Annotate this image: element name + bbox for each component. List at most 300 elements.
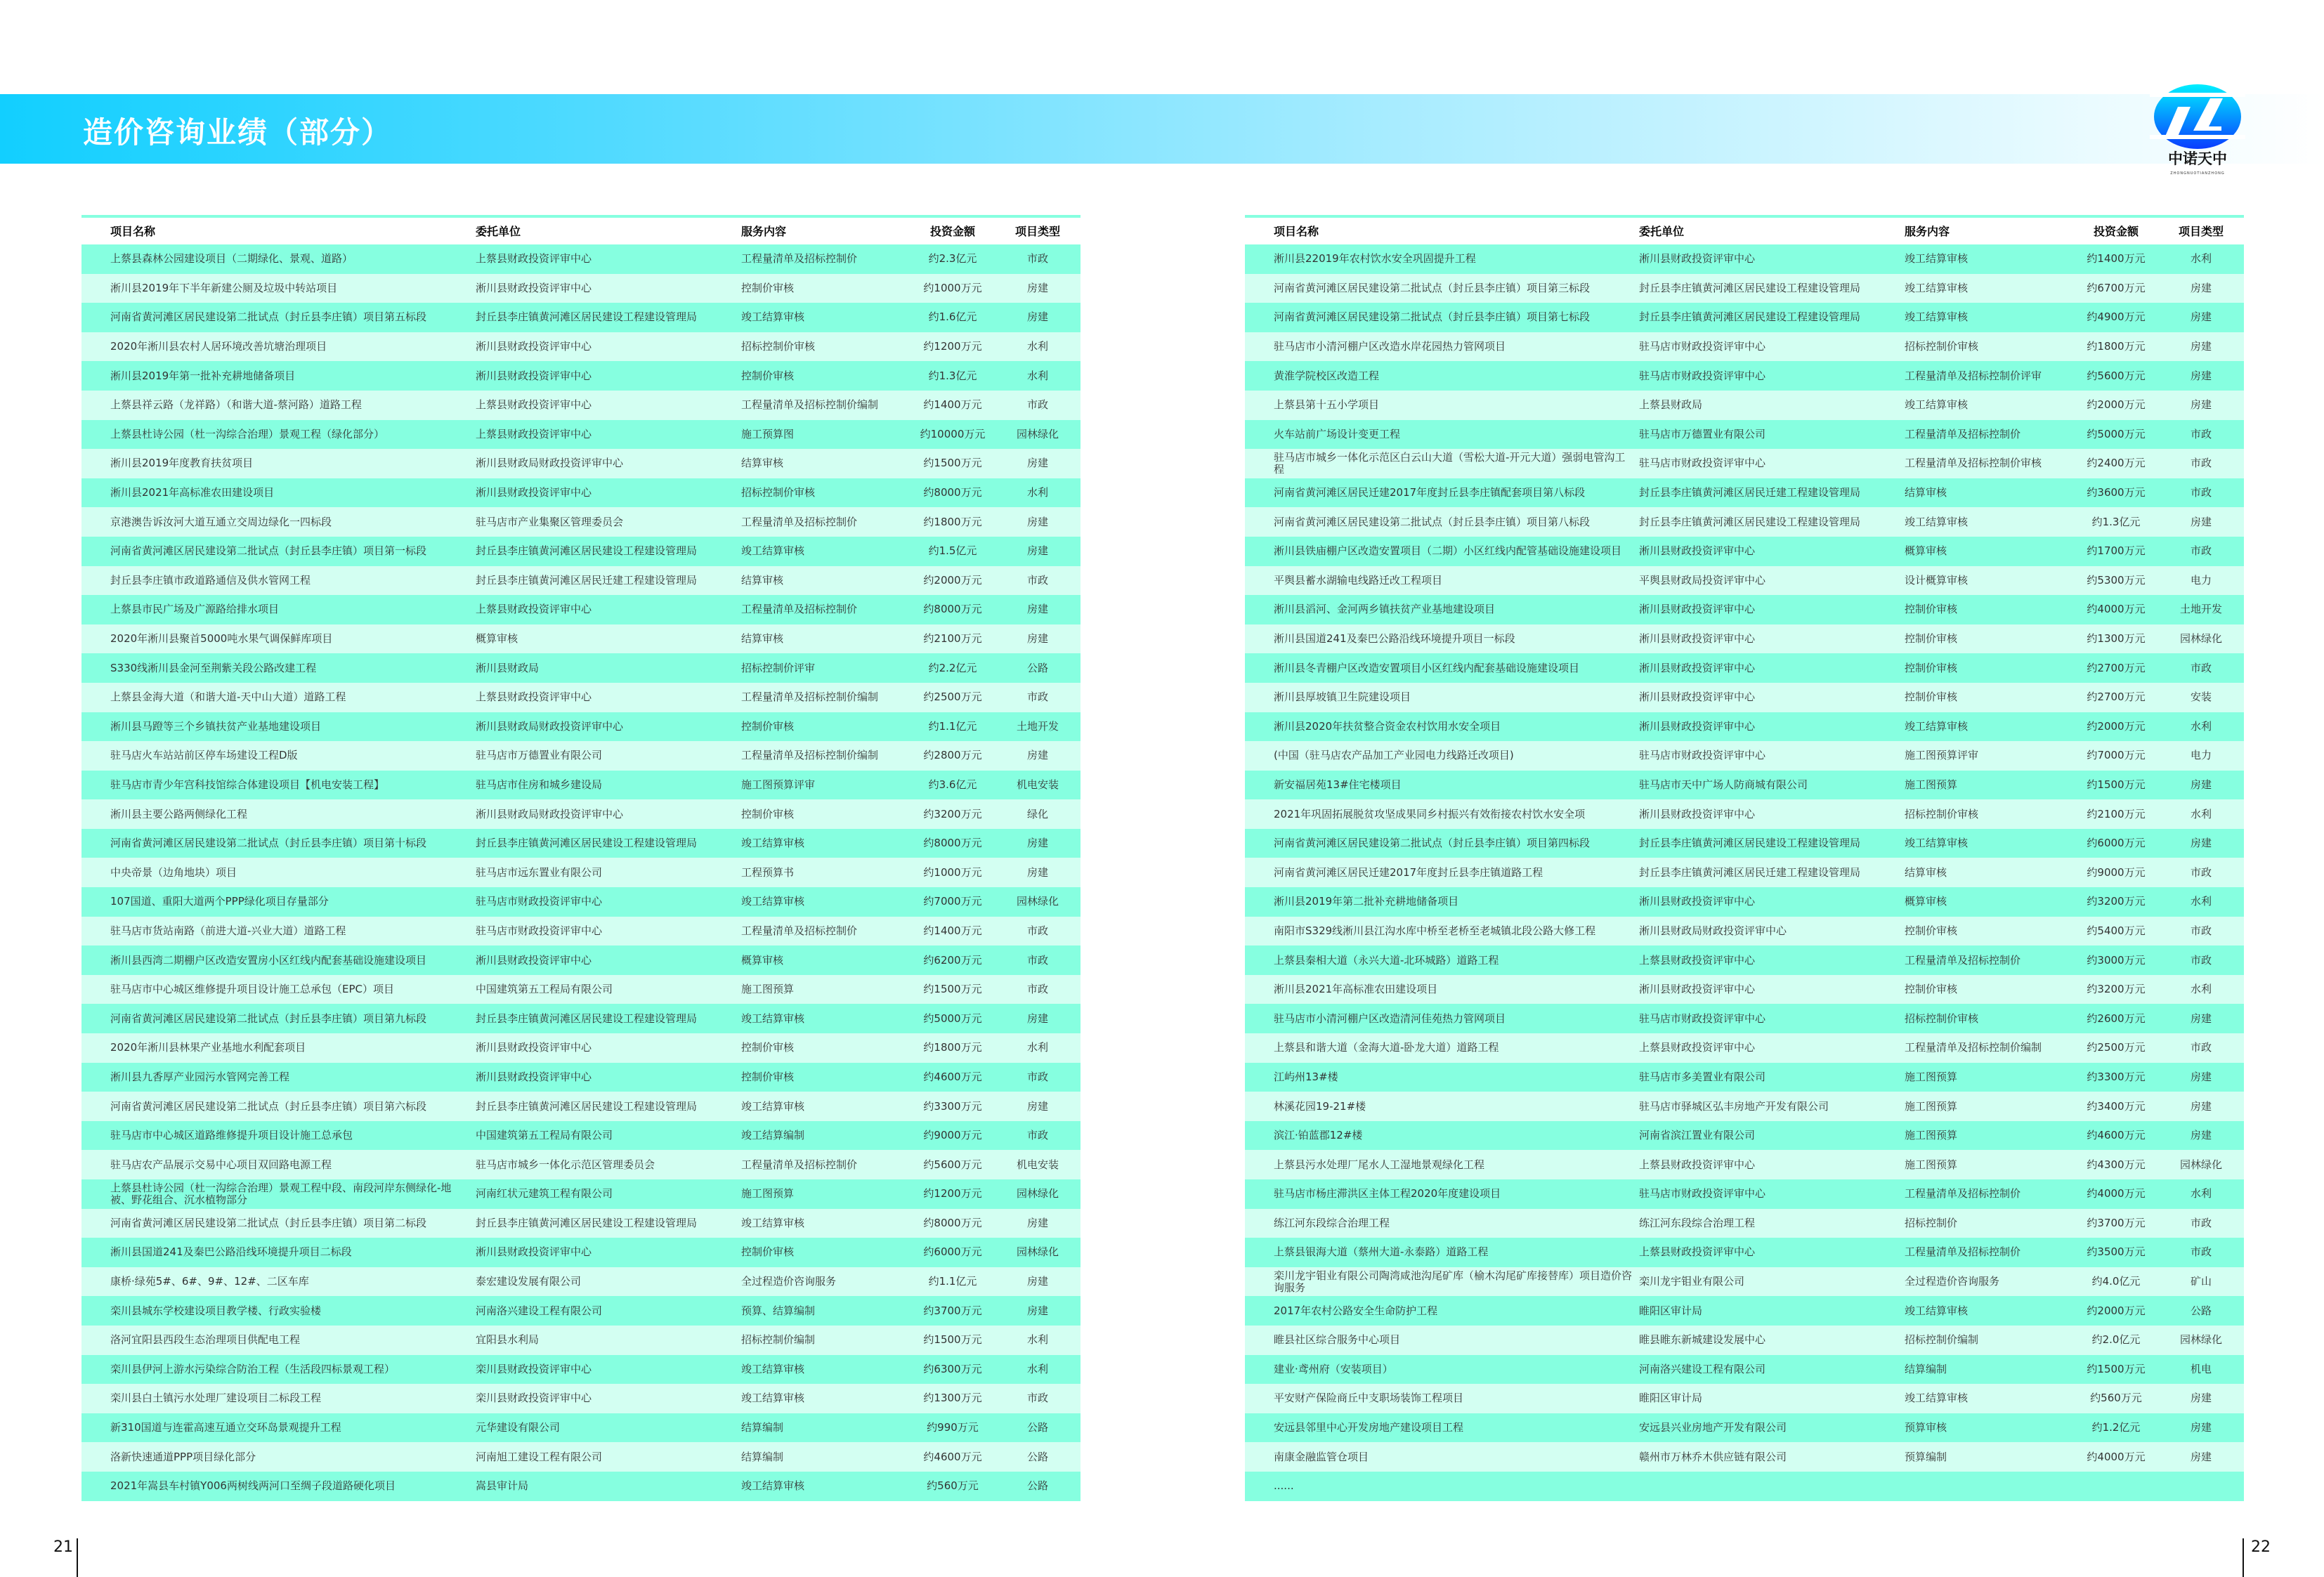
client-cell: 睢阳区审计局	[1639, 1304, 1703, 1317]
project-name-cell: 上蔡县市民广场及广源路给排水项目	[110, 603, 280, 616]
client-cell: 栾川县财政投资评审中心	[476, 1392, 592, 1405]
service-cell: 控制价审核	[741, 1070, 795, 1083]
client-cell: 淅川县财政投资评审中心	[1639, 691, 1756, 704]
investment-amount-cell: 约4600万元	[2087, 1129, 2146, 1142]
project-type-cell: 房建	[1026, 1216, 1048, 1229]
project-name-cell: 淅川县2020年扶贫整合资金农村饮用水安全项目	[1274, 719, 1501, 733]
project-name-cell: 上蔡县和谐大道（金海大道-卧龙大道）道路工程	[1274, 1041, 1499, 1054]
col-header-type: 项目类型	[1014, 224, 1060, 238]
service-cell: 工程量清单及招标控制价评审	[1905, 369, 2042, 382]
logo-z-icon	[2150, 83, 2245, 150]
table-row	[1245, 566, 2244, 596]
table-row	[1245, 624, 2244, 654]
project-type-cell: 园林绿化	[2179, 632, 2222, 646]
service-cell: 施工图预算	[741, 1187, 795, 1200]
project-name-cell: 2020年淅川县农村人居环境改善坑塘治理项目	[110, 340, 327, 353]
table-header	[1245, 218, 2244, 244]
project-name-cell: 上蔡县森林公园建设项目（二期绿化、景观、道路）	[110, 252, 353, 266]
service-cell: 全过程造价咨询服务	[1905, 1275, 2000, 1288]
service-cell: 概算审核	[1905, 895, 1947, 908]
investment-amount-cell: 约2000万元	[2087, 1304, 2146, 1317]
client-cell	[1639, 1485, 1899, 1488]
client-cell: 驻马店市远东置业有限公司	[476, 865, 603, 879]
project-name-cell: (中国（驻马店农产品加工产业园电力线路迁改项目)	[1274, 749, 1514, 762]
project-type-cell: 园林绿化	[2179, 1158, 2222, 1171]
project-type-cell: 房建	[1026, 515, 1048, 528]
service-cell: 竣工结算审核	[741, 1216, 805, 1229]
client-cell: 驻马店市财政投资评审中心	[476, 924, 603, 937]
investment-amount-cell: 约2500万元	[923, 691, 982, 704]
investment-amount-cell: 约3200万元	[923, 807, 982, 820]
investment-amount-cell: 约1400万元	[923, 924, 982, 937]
investment-amount-cell: 约6000万元	[2087, 837, 2146, 850]
client-cell: 练江河东段综合治理工程	[1639, 1216, 1756, 1229]
investment-amount-cell: 约3300万元	[923, 1099, 982, 1113]
service-cell: 招标控制价	[1905, 1216, 1958, 1229]
table-row	[81, 449, 1081, 478]
table-row	[81, 829, 1081, 858]
logo-pinyin: ZHONGNUOTIANZHONG	[2170, 171, 2225, 176]
client-cell: 淅川县财政投资评审中心	[1639, 661, 1756, 674]
project-name-cell: 驻马店市货站南路（前进大道-兴业大道）道路工程	[110, 924, 346, 937]
client-cell: 河南洛兴建设工程有限公司	[476, 1304, 603, 1317]
project-type-cell: 安装	[2190, 691, 2212, 704]
service-cell: 工程量清单及招标控制价	[741, 252, 858, 266]
project-type-cell: 房建	[2190, 369, 2212, 382]
project-type-cell: 水利	[2190, 983, 2212, 996]
client-cell: 淅川县财政投资评审中心	[476, 340, 592, 353]
client-cell: 上蔡县财政投资评审中心	[476, 398, 592, 412]
client-cell: 栾川龙宇钼业有限公司	[1639, 1275, 1745, 1288]
project-type-cell: 园林绿化	[1016, 1187, 1059, 1200]
service-cell: 施工图预算	[1905, 778, 1958, 791]
table-row	[81, 566, 1081, 596]
project-type-cell: 水利	[1026, 486, 1048, 499]
table-row	[81, 420, 1081, 450]
service-cell: 竣工结算审核	[741, 1362, 805, 1375]
service-cell: 控制价审核	[1905, 983, 1958, 996]
project-type-cell: 房建	[1026, 632, 1048, 646]
investment-amount-cell: 约1800万元	[2087, 340, 2146, 353]
client-cell: 驻马店市财政投资评审中心	[1639, 369, 1766, 382]
project-name-cell: 2020年淅川县林果产业基地水利配套项目	[110, 1041, 306, 1054]
investment-amount-cell: 约3400万元	[2087, 1099, 2146, 1113]
service-cell: 工程量清单及招标控制价编制	[741, 691, 879, 704]
client-cell: 淅川县财政投资评审中心	[1639, 983, 1756, 996]
table-row	[81, 712, 1081, 742]
investment-amount-cell: 约4000万元	[2087, 1187, 2146, 1200]
project-name-cell: 河南省黄河滩区居民迁建2017年度封丘县李庄镇配套项目第八标段	[1274, 486, 1586, 499]
table-row	[1245, 1442, 2244, 1472]
client-cell: 上蔡县财政投资评审中心	[1639, 1158, 1756, 1171]
project-type-cell: 水利	[2190, 807, 2212, 820]
client-cell: 淅川县财政局	[476, 661, 540, 674]
table-row	[81, 653, 1081, 683]
project-name-cell: 淅川县国道241及秦巴公路沿线环境提升项目一标段	[1274, 632, 1515, 646]
service-cell: 控制价审核	[741, 369, 795, 382]
project-type-cell: 房建	[1026, 837, 1048, 850]
client-cell: 淅川县财政投资评审中心	[476, 486, 592, 499]
table-row	[1245, 420, 2244, 450]
service-cell: 控制价审核	[741, 719, 795, 733]
client-cell: 淅川县财政投资评审中心	[476, 953, 592, 967]
project-name-cell: 淅川县2021年高标准农田建设项目	[1274, 983, 1438, 996]
investment-amount-cell: 约2100万元	[923, 632, 982, 646]
client-cell: 封丘县李庄镇黄河滩区居民建设工程建设管理局	[476, 544, 698, 558]
service-cell: 竣工结算审核	[1905, 310, 1969, 324]
client-cell: 睢县睢东新城建设发展中心	[1639, 1333, 1766, 1347]
project-name-cell: 2017年农村公路安全生命防护工程	[1274, 1304, 1438, 1317]
investment-amount-cell: 约1.6亿元	[928, 310, 977, 324]
client-cell: 驻马店市财政投资评审中心	[1639, 457, 1766, 470]
project-name-cell: 淅川县主要公路两侧绿化工程	[110, 807, 248, 820]
project-name-cell: 驻马店市小清河棚户区改造清河佳苑热力管网项目	[1274, 1012, 1506, 1025]
project-type-cell: 土地开发	[2179, 603, 2222, 616]
project-type-cell: 水利	[2190, 895, 2212, 908]
service-cell: 结算审核	[741, 573, 784, 587]
project-type-cell: 市政	[1026, 953, 1048, 967]
investment-amount-cell: 约990万元	[927, 1421, 979, 1434]
investment-amount-cell: 约1400万元	[923, 398, 982, 412]
project-type-cell: 机电安装	[1016, 1158, 1059, 1171]
project-name-cell: 封丘县李庄镇市政道路通信及供水管网工程	[110, 573, 311, 587]
client-cell: 淅川县财政投资评审中心	[476, 281, 592, 294]
table-row	[81, 1238, 1081, 1267]
investment-amount-cell: 约1.2亿元	[2091, 1421, 2141, 1434]
table-row	[1245, 1326, 2244, 1355]
investment-amount-cell: 约4600万元	[923, 1450, 982, 1463]
client-cell: 驻马店市住房和城乡建设局	[476, 778, 603, 791]
client-cell: 中国建筑第五工程局有限公司	[476, 1129, 613, 1142]
project-type-cell: 房建	[1026, 457, 1048, 470]
project-type-cell: 房建	[2190, 837, 2212, 850]
table-row	[1245, 975, 2244, 1005]
client-cell: 上蔡县财政投资评审中心	[1639, 1245, 1756, 1259]
investment-amount-cell: 约1300万元	[2087, 632, 2146, 646]
service-cell: 工程量清单及招标控制价	[1905, 1245, 2021, 1259]
investment-amount-cell: 约560万元	[927, 1479, 979, 1493]
table-row	[1245, 887, 2244, 917]
client-cell: 中国建筑第五工程局有限公司	[476, 983, 613, 996]
investment-amount-cell: 约1400万元	[2087, 252, 2146, 266]
investment-amount-cell: 约3500万元	[2087, 1245, 2146, 1259]
col-header-service: 服务内容	[1905, 224, 1950, 238]
project-name-cell: 淅川县厚坡镇卫生院建设项目	[1274, 691, 1411, 704]
project-type-cell: 房建	[2190, 1392, 2212, 1405]
table-row	[81, 274, 1081, 303]
project-name-cell: 建业·鸢州府（安装项目）	[1274, 1362, 1393, 1375]
investment-amount-cell: 约7000万元	[923, 895, 982, 908]
project-type-cell: 园林绿化	[1016, 895, 1059, 908]
investment-amount-cell: 约3600万元	[2087, 486, 2146, 499]
project-name-cell: 上蔡县祥云路（龙祥路）（和谐大道-蔡河路）道路工程	[110, 398, 362, 412]
project-name-cell: 上蔡县污水处理厂尾水人工湿地景观绿化工程	[1274, 1158, 1485, 1171]
service-cell: 结算审核	[1905, 486, 1947, 499]
project-type-cell: 市政	[2190, 924, 2212, 937]
project-name-cell: 河南省黄河滩区居民建设第二批试点（封丘县李庄镇）项目第十标段	[110, 837, 427, 850]
service-cell: 招标控制价审核	[1905, 340, 1979, 353]
table-row	[81, 1326, 1081, 1355]
investment-amount-cell: 约3.6亿元	[928, 778, 977, 791]
project-name-cell: 南康金融监管仓项目	[1274, 1450, 1369, 1463]
client-cell: 淅川县财政投资评审中心	[1639, 895, 1756, 908]
project-type-cell: 水利	[1026, 1041, 1048, 1054]
table-row	[1245, 303, 2244, 332]
project-type-cell: 房建	[2190, 778, 2212, 791]
projects-table-right	[1245, 215, 2244, 1501]
investment-amount-cell: 约7000万元	[2087, 749, 2146, 762]
project-name-cell: 河南省黄河滩区居民建设第二批试点（封丘县李庄镇）项目第一标段	[110, 544, 427, 558]
table-row	[1245, 1179, 2244, 1209]
service-cell	[1905, 1485, 2073, 1488]
service-cell: 工程量清单及招标控制价	[741, 924, 858, 937]
project-type-cell: 市政	[2190, 544, 2212, 558]
investment-amount-cell: 约3300万元	[2087, 1070, 2146, 1083]
col-header-client: 委托单位	[476, 224, 521, 238]
investment-amount-cell: 约4300万元	[2087, 1158, 2146, 1171]
project-name-cell: 河南省黄河滩区居民建设第二批试点（封丘县李庄镇）项目第五标段	[110, 310, 427, 324]
client-cell: 安远县兴业房地产开发有限公司	[1639, 1421, 1787, 1434]
project-type-cell: 市政	[2190, 1216, 2212, 1229]
investment-amount-cell: 约2400万元	[2087, 457, 2146, 470]
project-type-cell: 房建	[1026, 865, 1048, 879]
project-name-cell: 2021年巩固拓展脱贫攻坚成果同乡村振兴有效衔接农村饮水安全项	[1274, 807, 1586, 820]
service-cell: 施工图预算	[1905, 1099, 1958, 1113]
project-type-cell: 电力	[2190, 749, 2212, 762]
client-cell: 概算审核	[476, 632, 518, 646]
client-cell: 泰宏建设发展有限公司	[476, 1275, 582, 1288]
col-header-type: 项目类型	[2178, 224, 2224, 238]
project-name-cell: 京港澳告诉汝河大道互通立交周边绿化一四标段	[110, 515, 332, 528]
table-row	[1245, 1121, 2244, 1151]
project-name-cell: 2020年淅川县聚首5000吨水果气调保鲜库项目	[110, 632, 333, 646]
project-name-cell: 淅川县滔河、金河两乡镇扶贫产业基地建设项目	[1274, 603, 1496, 616]
project-name-cell: 火车站前广场设计变更工程	[1274, 427, 1401, 440]
project-name-cell: 康桥·绿苑5#、6#、9#、12#、二区车库	[110, 1275, 309, 1288]
table-row	[1245, 1209, 2244, 1238]
service-cell: 招标控制价审核	[741, 340, 816, 353]
table-row	[81, 1004, 1081, 1033]
client-cell: 封丘县李庄镇黄河滩区居民建设工程建设管理局	[476, 1012, 698, 1025]
investment-amount-cell: 约1500万元	[2087, 1362, 2146, 1375]
investment-amount-cell: 约2.2亿元	[928, 661, 977, 674]
service-cell: 控制价审核	[1905, 691, 1958, 704]
table-row	[81, 1121, 1081, 1151]
project-name-cell: 滨江·铂蓝郡12#楼	[1274, 1129, 1363, 1142]
table-row	[1245, 1063, 2244, 1092]
investment-amount-cell: 约2500万元	[2087, 1041, 2146, 1054]
project-name-cell: 淅川县2019年下半年新建公厕及垃圾中转站项目	[110, 281, 338, 294]
client-cell: 淅川县财政投资评审中心	[1639, 544, 1756, 558]
investment-amount-cell: 约1.1亿元	[928, 719, 977, 733]
project-type-cell: 市政	[1026, 1070, 1048, 1083]
investment-amount-cell: 约5300万元	[2087, 573, 2146, 587]
table-row	[1245, 1296, 2244, 1326]
table-row	[1245, 1033, 2244, 1063]
service-cell: 竣工结算审核	[1905, 398, 1969, 412]
table-row	[1245, 244, 2244, 274]
client-cell: 淅川县财政投资评审中心	[1639, 719, 1756, 733]
service-cell: 预算、结算编制	[741, 1304, 816, 1317]
project-name-cell: 淅川县2019年第一批补充耕地储备项目	[110, 369, 296, 382]
project-type-cell: 房建	[2190, 1421, 2212, 1434]
investment-amount-cell: 约1.3亿元	[2091, 515, 2141, 528]
project-type-cell: 房建	[1026, 1099, 1048, 1113]
table-header	[81, 218, 1081, 244]
project-type-cell: 水利	[2190, 719, 2212, 733]
service-cell: 结算审核	[741, 457, 784, 470]
client-cell: 驻马店市城乡一体化示范区管理委员会	[476, 1158, 655, 1171]
table-row	[1245, 274, 2244, 303]
service-cell: 结算编制	[741, 1421, 784, 1434]
service-cell: 竣工结算审核	[741, 544, 805, 558]
table-row	[81, 1063, 1081, 1092]
investment-amount-cell: 约3700万元	[923, 1304, 982, 1317]
service-cell: 施工图预算	[1905, 1129, 1958, 1142]
table-row	[1245, 799, 2244, 829]
client-cell: 淅川县财政投资评审中心	[476, 1070, 592, 1083]
client-cell: 封丘县李庄镇黄河滩区居民迁建工程建设管理局	[1639, 865, 1861, 879]
project-type-cell: 房建	[1026, 1304, 1048, 1317]
project-name-cell: 洛河宜阳县西段生态治理项目供配电工程	[110, 1333, 301, 1347]
table-row	[1245, 1472, 2244, 1501]
client-cell: 睢阳区审计局	[1639, 1392, 1703, 1405]
investment-amount-cell: 约1200万元	[923, 1187, 982, 1200]
project-type-cell: 土地开发	[1016, 719, 1059, 733]
project-name-cell: S330线淅川县金河至荆紫关段公路改建工程	[110, 661, 317, 674]
table-row	[81, 945, 1081, 975]
table-row	[81, 361, 1081, 391]
project-name-cell: 黄淮学院校区改造工程	[1274, 369, 1380, 382]
project-name-cell: 驻马店市小清河棚户区改造水岸花园热力管网项目	[1274, 340, 1506, 353]
investment-amount-cell: 约2000万元	[2087, 398, 2146, 412]
table-row	[81, 799, 1081, 829]
table-row	[81, 332, 1081, 362]
project-name-cell: 栾川龙宇钼业有限公司陶湾咸池沟尾矿库（榆木沟尾矿库接替库）项目造价咨询服务	[1274, 1269, 1633, 1294]
project-name-cell: 河南省黄河滩区居民建设第二批试点（封丘县李庄镇）项目第四标段	[1274, 837, 1591, 850]
investment-amount-cell: 约3200万元	[2087, 895, 2146, 908]
project-name-cell: 上蔡县第十五小学项目	[1274, 398, 1380, 412]
service-cell: 预算审核	[1905, 1421, 1947, 1434]
table-row	[81, 1092, 1081, 1121]
project-name-cell: 淅川县冬青棚户区改造安置项目小区红线内配套基础设施建设项目	[1274, 661, 1580, 674]
project-name-cell: 淅川县2019年第二批补充耕地储备项目	[1274, 895, 1459, 908]
table-row	[81, 1296, 1081, 1326]
project-name-cell: 淅川县2021年高标准农田建设项目	[110, 486, 275, 499]
investment-amount-cell: 约2100万元	[2087, 807, 2146, 820]
investment-amount-cell: 约560万元	[2090, 1392, 2142, 1405]
logo-name: 中诺天中	[2168, 150, 2227, 167]
project-type-cell: 房建	[1026, 544, 1048, 558]
investment-amount-cell: 约1800万元	[923, 515, 982, 528]
client-cell: 河南洛兴建设工程有限公司	[1639, 1362, 1766, 1375]
project-name-cell: 平安财产保险商丘中支职场装饰工程项目	[1274, 1392, 1464, 1405]
service-cell: 预算编制	[1905, 1450, 1947, 1463]
client-cell: 驻马店市财政投资评审中心	[1639, 749, 1766, 762]
investment-amount-cell: 约1.3亿元	[928, 369, 977, 382]
table-row	[1245, 1267, 2244, 1297]
project-name-cell: 栾川县伊河上游水污染综合防治工程（生活段四标景观工程）	[110, 1362, 396, 1375]
project-type-cell: 园林绿化	[1016, 1245, 1059, 1259]
service-cell: 竣工结算审核	[1905, 1392, 1969, 1405]
client-cell: 驻马店市万德置业有限公司	[476, 749, 603, 762]
service-cell: 工程量清单及招标控制价审核	[1905, 457, 2042, 470]
service-cell: 竣工结算审核	[741, 1012, 805, 1025]
client-cell: 驻马店市驿城区弘丰房地产开发有限公司	[1639, 1099, 1829, 1113]
client-cell: 赣州市万林乔木供应链有限公司	[1639, 1450, 1787, 1463]
table-row	[1245, 1355, 2244, 1385]
service-cell: 控制价审核	[1905, 632, 1958, 646]
investment-amount-cell: 约4900万元	[2087, 310, 2146, 324]
projects-table-left	[81, 215, 1081, 1501]
service-cell: 结算审核	[1905, 865, 1947, 879]
service-cell: 控制价审核	[1905, 603, 1958, 616]
project-type-cell	[2164, 1485, 2238, 1488]
client-cell: 驻马店市万德置业有限公司	[1639, 427, 1766, 440]
col-header-amount: 投资金额	[929, 224, 975, 238]
service-cell: 施工图预算	[1905, 1070, 1958, 1083]
investment-amount-cell: 约8000万元	[923, 603, 982, 616]
service-cell: 招标控制价编制	[1905, 1333, 1979, 1347]
investment-amount-cell: 约6200万元	[923, 953, 982, 967]
table-row	[81, 1179, 1081, 1209]
project-type-cell: 市政	[2190, 457, 2212, 470]
project-name-cell: 上蔡县金海大道（和谐大道-天中山大道）道路工程	[110, 691, 346, 704]
table-row	[1245, 449, 2244, 478]
col-header-name: 项目名称	[110, 224, 156, 238]
project-name-cell: 河南省黄河滩区居民建设第二批试点（封丘县李庄镇）项目第三标段	[1274, 281, 1591, 294]
service-cell: 工程量清单及招标控制价	[741, 515, 858, 528]
investment-amount-cell: 约6000万元	[923, 1245, 982, 1259]
client-cell: 驻马店市财政投资评审中心	[1639, 1012, 1766, 1025]
service-cell: 概算审核	[741, 953, 784, 967]
project-type-cell: 房建	[2190, 515, 2212, 528]
page-divider-right	[2243, 1538, 2244, 1577]
service-cell: 竣工结算审核	[1905, 281, 1969, 294]
project-type-cell: 房建	[1026, 1275, 1048, 1288]
project-name-cell: 淅川县2019年度教育扶贫项目	[110, 457, 254, 470]
table-row	[81, 1033, 1081, 1063]
page-number-right: 22	[2251, 1538, 2271, 1556]
project-type-cell: 水利	[1026, 340, 1048, 353]
client-cell: 淅川县财政投资评审中心	[1639, 632, 1756, 646]
project-name-cell: 107国道、重阳大道两个PPP绿化项目存量部分	[110, 895, 329, 908]
client-cell: 淅川县财政投资评审中心	[1639, 252, 1756, 266]
project-type-cell: 市政	[1026, 1392, 1048, 1405]
investment-amount-cell: 约1800万元	[923, 1041, 982, 1054]
table-row	[1245, 507, 2244, 537]
service-cell: 控制价审核	[1905, 924, 1958, 937]
service-cell: 工程量清单及招标控制价	[741, 603, 858, 616]
project-type-cell: 市政	[2190, 486, 2212, 499]
table-row	[1245, 741, 2244, 771]
project-name-cell: 上蔡县杜诗公园（杜一沟综合治理）景观工程（绿化部分）	[110, 427, 385, 440]
project-type-cell: 园林绿化	[1016, 427, 1059, 440]
project-type-cell: 房建	[1026, 603, 1048, 616]
project-type-cell: 房建	[1026, 310, 1048, 324]
investment-amount-cell: 约2.3亿元	[928, 252, 977, 266]
project-name-cell: 栾川县城东学校建设项目教学楼、行政实验楼	[110, 1304, 322, 1317]
service-cell: 施工预算图	[741, 427, 795, 440]
table-row	[81, 303, 1081, 332]
project-type-cell: 公路	[1026, 1479, 1048, 1493]
project-name-cell: 驻马店市中心城区维修提升项目设计施工总承包（EPC）项目	[110, 983, 394, 996]
title-banner	[0, 94, 2324, 164]
client-cell: 淅川县财政投资评审中心	[1639, 603, 1756, 616]
table-row	[1245, 712, 2244, 742]
client-cell: 淅川县财政投资评审中心	[476, 369, 592, 382]
service-cell: 控制价审核	[1905, 661, 1958, 674]
